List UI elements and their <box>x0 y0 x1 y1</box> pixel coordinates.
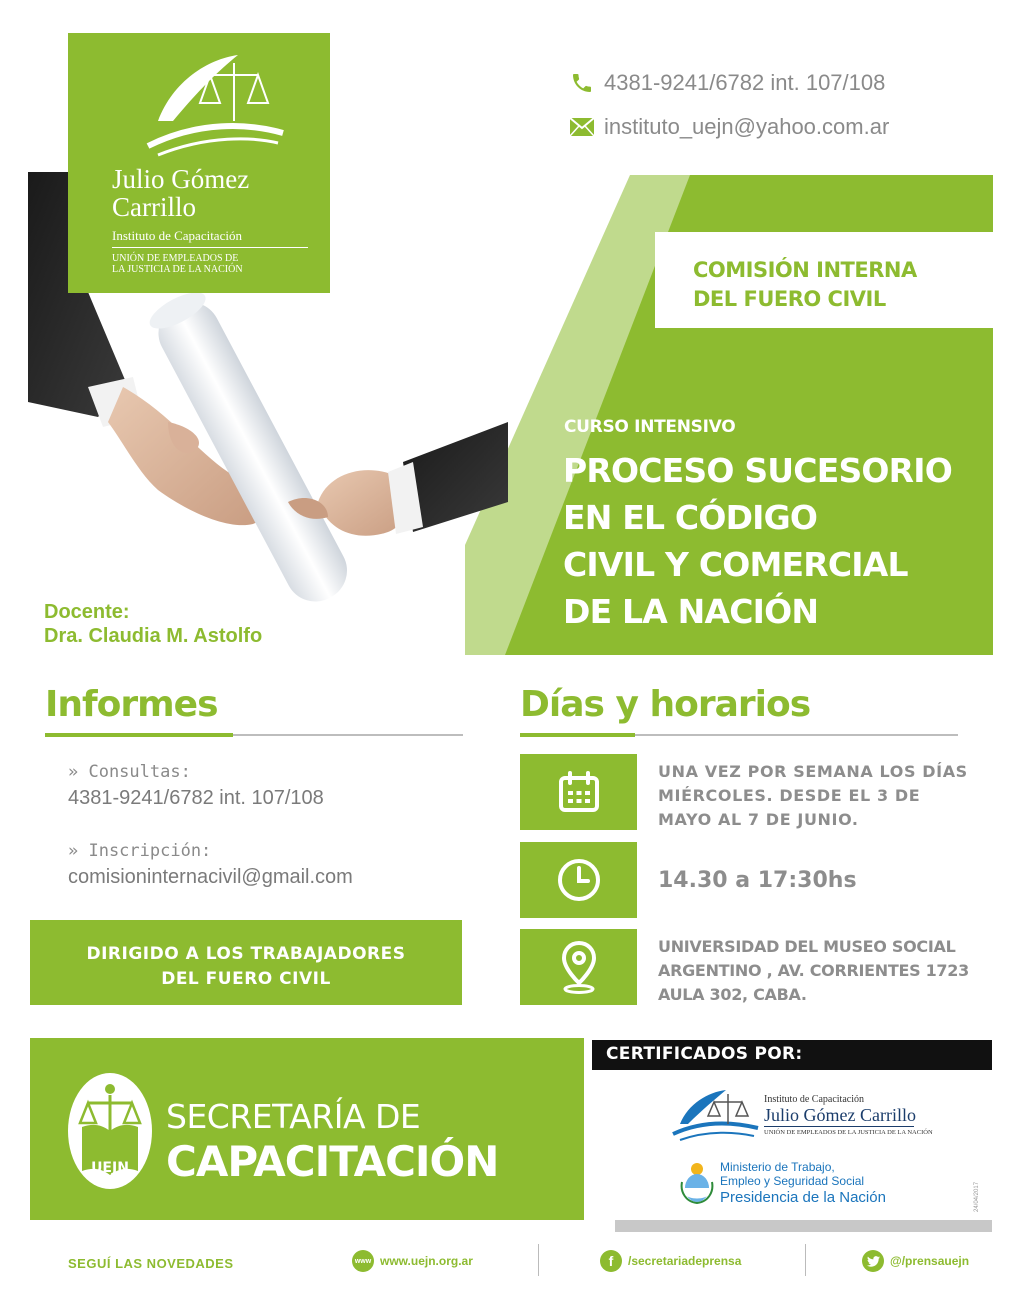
globe-icon <box>352 1250 374 1272</box>
contact-phone-text: 4381-9241/6782 int. 107/108 <box>604 70 886 95</box>
globe-icon-text: www <box>354 1257 372 1265</box>
ministerio-line1: Ministerio de Trabajo, <box>720 1160 835 1174</box>
inscripcion-email[interactable]: comisioninternacivil@gmail.com <box>68 866 353 888</box>
dirigido-text <box>30 942 462 992</box>
clock-icon-box <box>520 842 637 918</box>
schedule-underline <box>635 734 958 736</box>
logo-name <box>112 165 249 221</box>
ministerio-text <box>720 1160 864 1188</box>
footer-divider-1 <box>538 1244 539 1276</box>
contact-phone[interactable] <box>570 70 885 96</box>
consultas-value[interactable]: 4381-9241/6782 int. 107/108 <box>68 787 324 809</box>
consultas-label: » Consultas: <box>68 762 191 782</box>
course-title-line2: EN EL CÓDIGO <box>563 498 818 537</box>
cert-institute-name: Julio Gómez Carrillo <box>764 1105 916 1125</box>
logo-divider <box>112 247 308 248</box>
course-title-line1: PROCESO SUCESORIO <box>563 451 953 490</box>
docente <box>44 600 262 648</box>
course-title <box>563 447 993 635</box>
certificados-bar <box>592 1040 992 1070</box>
course-title-line4: DE LA NACIÓN <box>563 592 819 631</box>
dirigido-line1: DIRIGIDO A LOS TRABAJADORES <box>86 944 406 964</box>
facebook-icon <box>600 1250 622 1272</box>
informes-underline-accent <box>45 733 233 737</box>
inscripcion-label: » Inscripción: <box>68 841 212 861</box>
footer-web-link[interactable] <box>352 1250 473 1272</box>
date-code: 24/04/2017 <box>974 1181 980 1212</box>
schedule-underline-accent <box>520 733 635 737</box>
logo-union-line2: LA JUSTICIA DE LA NACIÓN <box>112 264 243 275</box>
dirigido-box <box>30 920 462 1005</box>
comision-line2: DEL FUERO CIVIL <box>693 287 886 311</box>
calendar-icon-box <box>520 754 637 830</box>
scales-quill-emblem-icon <box>138 51 288 161</box>
cert-institute-union: UNIÓN DE EMPLEADOS DE LA JUSTICIA DE LA NACIÓN <box>764 1129 933 1136</box>
institute-logo <box>68 33 330 293</box>
logo-institute: Instituto de Capacitación <box>112 228 242 243</box>
uejn-badge-text: UEJN <box>91 1160 129 1176</box>
cert-institute-small: Instituto de Capacitación <box>764 1094 864 1105</box>
secretaria-line1: SECRETARÍA DE <box>166 1097 421 1136</box>
docente-name: Dra. Claudia M. Astolfo <box>44 625 263 647</box>
schedule-place-line2: ARGENTINO , AV. CORRIENTES 1723 <box>658 961 969 980</box>
footer-twitter-link[interactable] <box>862 1250 969 1272</box>
twitter-icon <box>862 1250 884 1272</box>
facebook-icon-text: f <box>608 1253 614 1269</box>
contact-email-text: instituto_uejn@yahoo.com.ar <box>604 114 890 139</box>
schedule-days-line2: MIÉRCOLES. DESDE EL 3 DE <box>658 786 921 805</box>
clock-icon <box>556 857 602 903</box>
schedule-days <box>658 760 968 832</box>
logo-union <box>112 253 322 275</box>
schedule-heading: Días y horarios <box>520 684 811 725</box>
schedule-place-line3: AULA 302, CABA. <box>658 985 807 1004</box>
footer-twitter-text: @/prensauejn <box>890 1254 970 1268</box>
comision-box <box>655 232 995 328</box>
cert-institute-divider <box>764 1126 914 1127</box>
course-subtitle: CURSO INTENSIVO <box>564 417 736 437</box>
schedule-place <box>658 935 969 1007</box>
twitter-bird-icon <box>867 1256 880 1267</box>
logo-name-line2: Carrillo <box>112 192 196 222</box>
certificados-title: CERTIFICADOS POR: <box>606 1044 803 1064</box>
logo-union-line1: UNIÓN DE EMPLEADOS DE <box>112 253 239 264</box>
footer-facebook-link[interactable] <box>600 1250 741 1272</box>
course-title-line3: CIVIL Y COMERCIAL <box>563 545 908 584</box>
phone-icon <box>570 71 594 95</box>
logo-name-line1: Julio Gómez <box>112 164 250 194</box>
footer-web-text: www.uejn.org.ar <box>380 1254 473 1268</box>
presidencia-text: Presidencia de la Nación <box>720 1189 886 1206</box>
schedule-days-line3: MAYO AL 7 DE JUNIO. <box>658 810 859 829</box>
ministerio-line2: Empleo y Seguridad Social <box>720 1174 865 1188</box>
comision-title <box>693 256 917 314</box>
dirigido-line2: DEL FUERO CIVIL <box>161 969 331 989</box>
footer-tagline: SEGUÍ LAS NOVEDADES <box>68 1256 234 1271</box>
envelope-icon <box>570 118 594 136</box>
calendar-icon <box>557 770 601 814</box>
contact-email[interactable] <box>570 114 889 140</box>
institute-small-emblem-icon <box>668 1086 760 1146</box>
footer-facebook-text: /secretariadeprensa <box>628 1254 742 1268</box>
schedule-place-line1: UNIVERSIDAD DEL MUSEO SOCIAL <box>658 937 956 956</box>
footer-divider-2 <box>805 1244 806 1276</box>
location-icon-box <box>520 929 637 1005</box>
schedule-time: 14.30 a 17:30hs <box>658 868 857 893</box>
national-coat-of-arms-icon <box>680 1160 714 1204</box>
informes-heading: Informes <box>45 684 218 725</box>
docente-label: Docente: <box>44 601 130 623</box>
informes-underline <box>233 734 463 736</box>
grey-accent-bar <box>615 1220 992 1232</box>
secretaria-line2: CAPACITACIÓN <box>166 1137 499 1186</box>
location-pin-icon <box>559 939 599 995</box>
schedule-days-line1: UNA VEZ POR SEMANA LOS DÍAS <box>658 762 968 781</box>
comision-line1: COMISIÓN INTERNA <box>693 258 917 282</box>
